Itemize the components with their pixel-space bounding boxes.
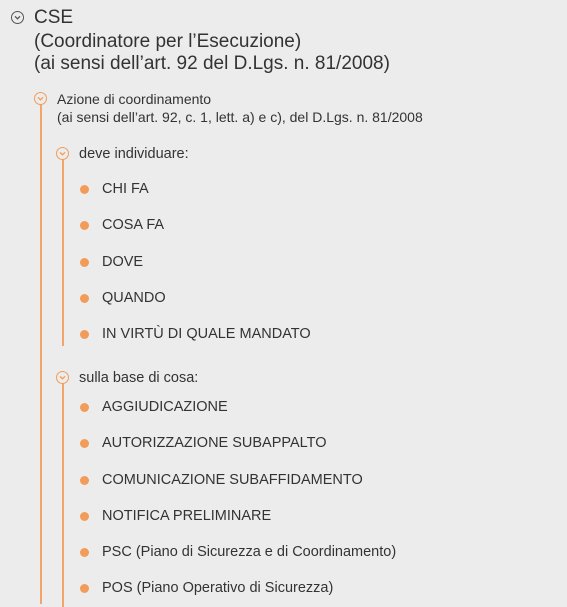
- tree-connector-must-identify: [62, 159, 64, 346]
- list-item: POS (Piano Operativo di Sicurezza): [80, 578, 333, 598]
- bullet-dot-icon: [80, 258, 89, 267]
- list-item: AGGIUDICAZIONE: [80, 397, 228, 417]
- bullet-dot-icon: [80, 330, 89, 339]
- list-item: COMUNICAZIONE SUBAFFIDAMENTO: [80, 470, 363, 490]
- node-cse-title: CSE: [34, 7, 74, 28]
- node-action-title: Azione di coordinamento: [57, 91, 212, 107]
- node-must-identify-label: deve individuare:: [79, 146, 189, 162]
- list-item: PSC (Piano di Sicurezza e di Coordinamento): [80, 542, 396, 562]
- collapse-based-on-icon[interactable]: [56, 371, 69, 384]
- bullet-dot-icon: [80, 584, 89, 593]
- node-cse-reference: (ai sensi dell’art. 92 del D.Lgs. n. 81/2008): [34, 53, 390, 74]
- node-action-reference: (ai sensi dell’art. 92, c. 1, lett. a) e c), del D.Lgs. n. 81/2008: [57, 109, 423, 125]
- node-based-on-label: sulla base di cosa:: [79, 370, 199, 386]
- bullet-dot-icon: [80, 476, 89, 485]
- collapse-must-identify-icon[interactable]: [56, 147, 69, 160]
- bullet-dot-icon: [80, 548, 89, 557]
- list-item: CHI FA: [80, 179, 149, 199]
- list-item: IN VIRTÙ DI QUALE MANDATO: [80, 324, 311, 344]
- bullet-dot-icon: [80, 294, 89, 303]
- list-item: NOTIFICA PRELIMINARE: [80, 506, 271, 526]
- bullet-dot-icon: [80, 403, 89, 412]
- node-cse-subtitle: (Coordinatore per l’Esecuzione): [34, 31, 302, 52]
- collapse-cse-icon[interactable]: [11, 11, 24, 24]
- list-item: QUANDO: [80, 288, 166, 308]
- bullet-dot-icon: [80, 221, 89, 230]
- list-item: AUTORIZZAZIONE SUBAPPALTO: [80, 433, 327, 453]
- list-item: COSA FA: [80, 215, 164, 235]
- bullet-dot-icon: [80, 185, 89, 194]
- bullet-dot-icon: [80, 439, 89, 448]
- collapse-action-icon[interactable]: [34, 92, 47, 105]
- list-item: DOVE: [80, 252, 143, 272]
- bullet-dot-icon: [80, 512, 89, 521]
- tree-connector-based-on: [62, 383, 64, 607]
- tree-connector-level-1: [40, 104, 42, 604]
